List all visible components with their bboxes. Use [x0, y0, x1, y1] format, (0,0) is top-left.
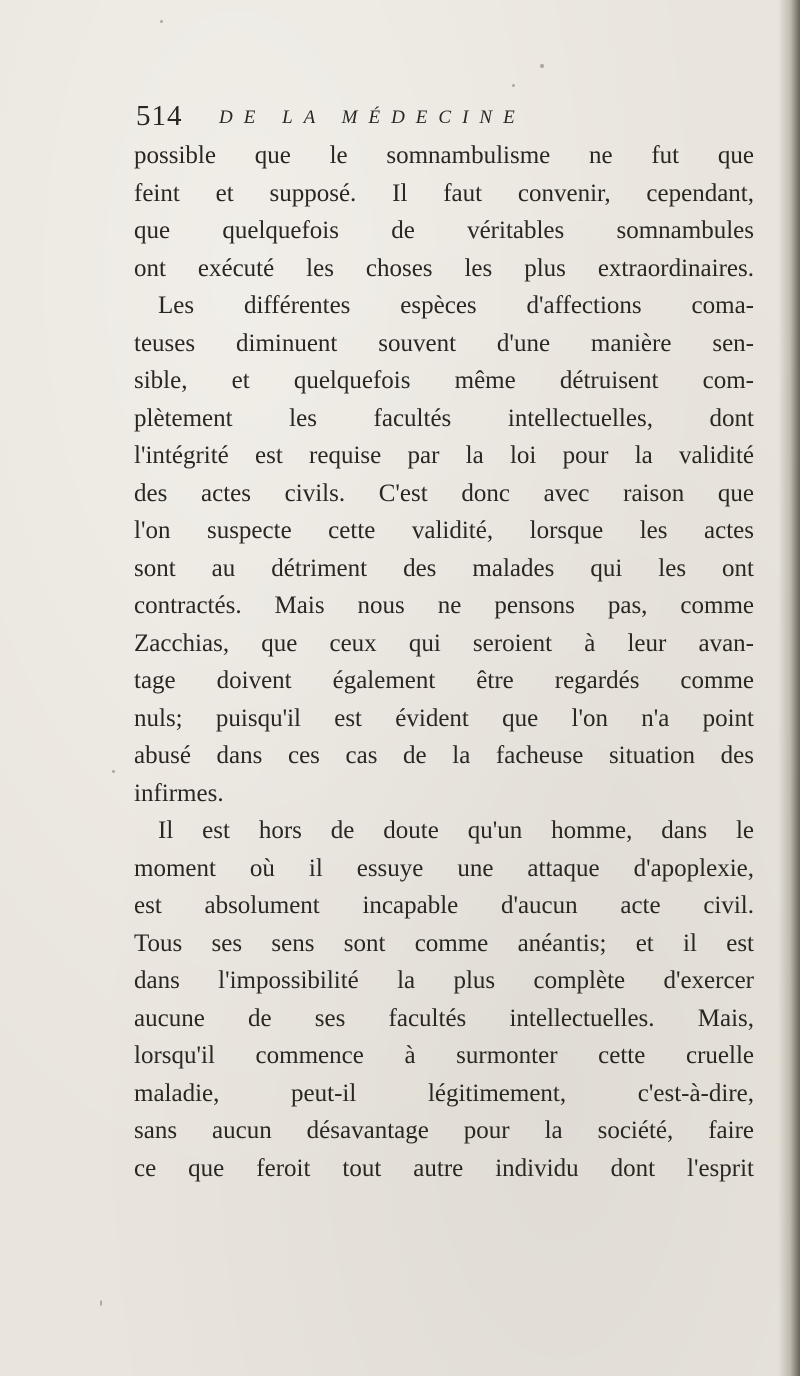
text-line: aucune de ses facultés intellectuelles. Mais, [134, 1004, 754, 1032]
text-line: sible, et quelquefois même détruisent com- [134, 367, 754, 394]
running-head [136, 96, 736, 136]
text-line: infirmes. [134, 779, 224, 807]
text-line: sans aucun désavantage pour la société, faire [134, 1117, 754, 1144]
paper-speck [540, 64, 544, 68]
text-line: abusé dans ces cas de la facheuse situation des [134, 742, 754, 769]
text-line: l'on suspecte cette validité, lorsque les actes [134, 517, 754, 544]
text-line: nuls; puisqu'il est évident que l'on n'a point [134, 704, 754, 732]
text-line: moment où il essuye une attaque d'apoplexie, [134, 854, 754, 882]
page-edge-shadow [778, 0, 800, 1376]
text-line: feint et supposé. Il faut convenir, cependant, [134, 179, 754, 207]
paper-speck [160, 20, 163, 23]
text-line: des actes civils. C'est donc avec raison que [134, 479, 754, 507]
text-line: possible que le somnambulisme ne fut que [134, 142, 754, 169]
page-number: 514 [136, 100, 183, 132]
text-line: lorsqu'il commence à surmonter cette cruelle [134, 1042, 754, 1069]
paper-speck [512, 84, 515, 87]
text-line: Tous ses sens sont comme anéantis; et il est [134, 929, 754, 957]
text-line: l'intégrité est requise par la loi pour la validité [134, 442, 754, 469]
body-text [134, 137, 754, 1187]
paper-speck [100, 1300, 102, 1306]
text-line: contractés. Mais nous ne pensons pas, comme [134, 592, 754, 619]
text-line: est absolument incapable d'aucun acte civil. [134, 892, 754, 919]
text-line: ont exécuté les choses les plus extraordinaires. [134, 254, 754, 282]
text-line: Les différentes espèces d'affections coma- [158, 292, 754, 319]
running-title: DE LA MÉDECINE [219, 107, 526, 128]
text-line: maladie, peut-il légitimement, c'est-à-dire, [134, 1079, 754, 1107]
text-line: ce que feroit tout autre individu dont l'esprit [134, 1154, 754, 1182]
text-line: sont au détriment des malades qui les ont [134, 554, 754, 582]
text-line: Zacchias, que ceux qui seroient à leur avan- [134, 629, 754, 657]
text-line: tage doivent également être regardés comme [134, 667, 754, 694]
text-line: plètement les facultés intellectuelles, dont [134, 404, 754, 432]
text-line: teuses diminuent souvent d'une manière sen- [134, 329, 754, 357]
text-line: dans l'impossibilité la plus complète d'exercer [134, 967, 754, 994]
text-line: Il est hors de doute qu'un homme, dans le [158, 817, 754, 844]
paper-speck [112, 770, 115, 773]
text-line: que quelquefois de véritables somnambules [134, 217, 754, 244]
